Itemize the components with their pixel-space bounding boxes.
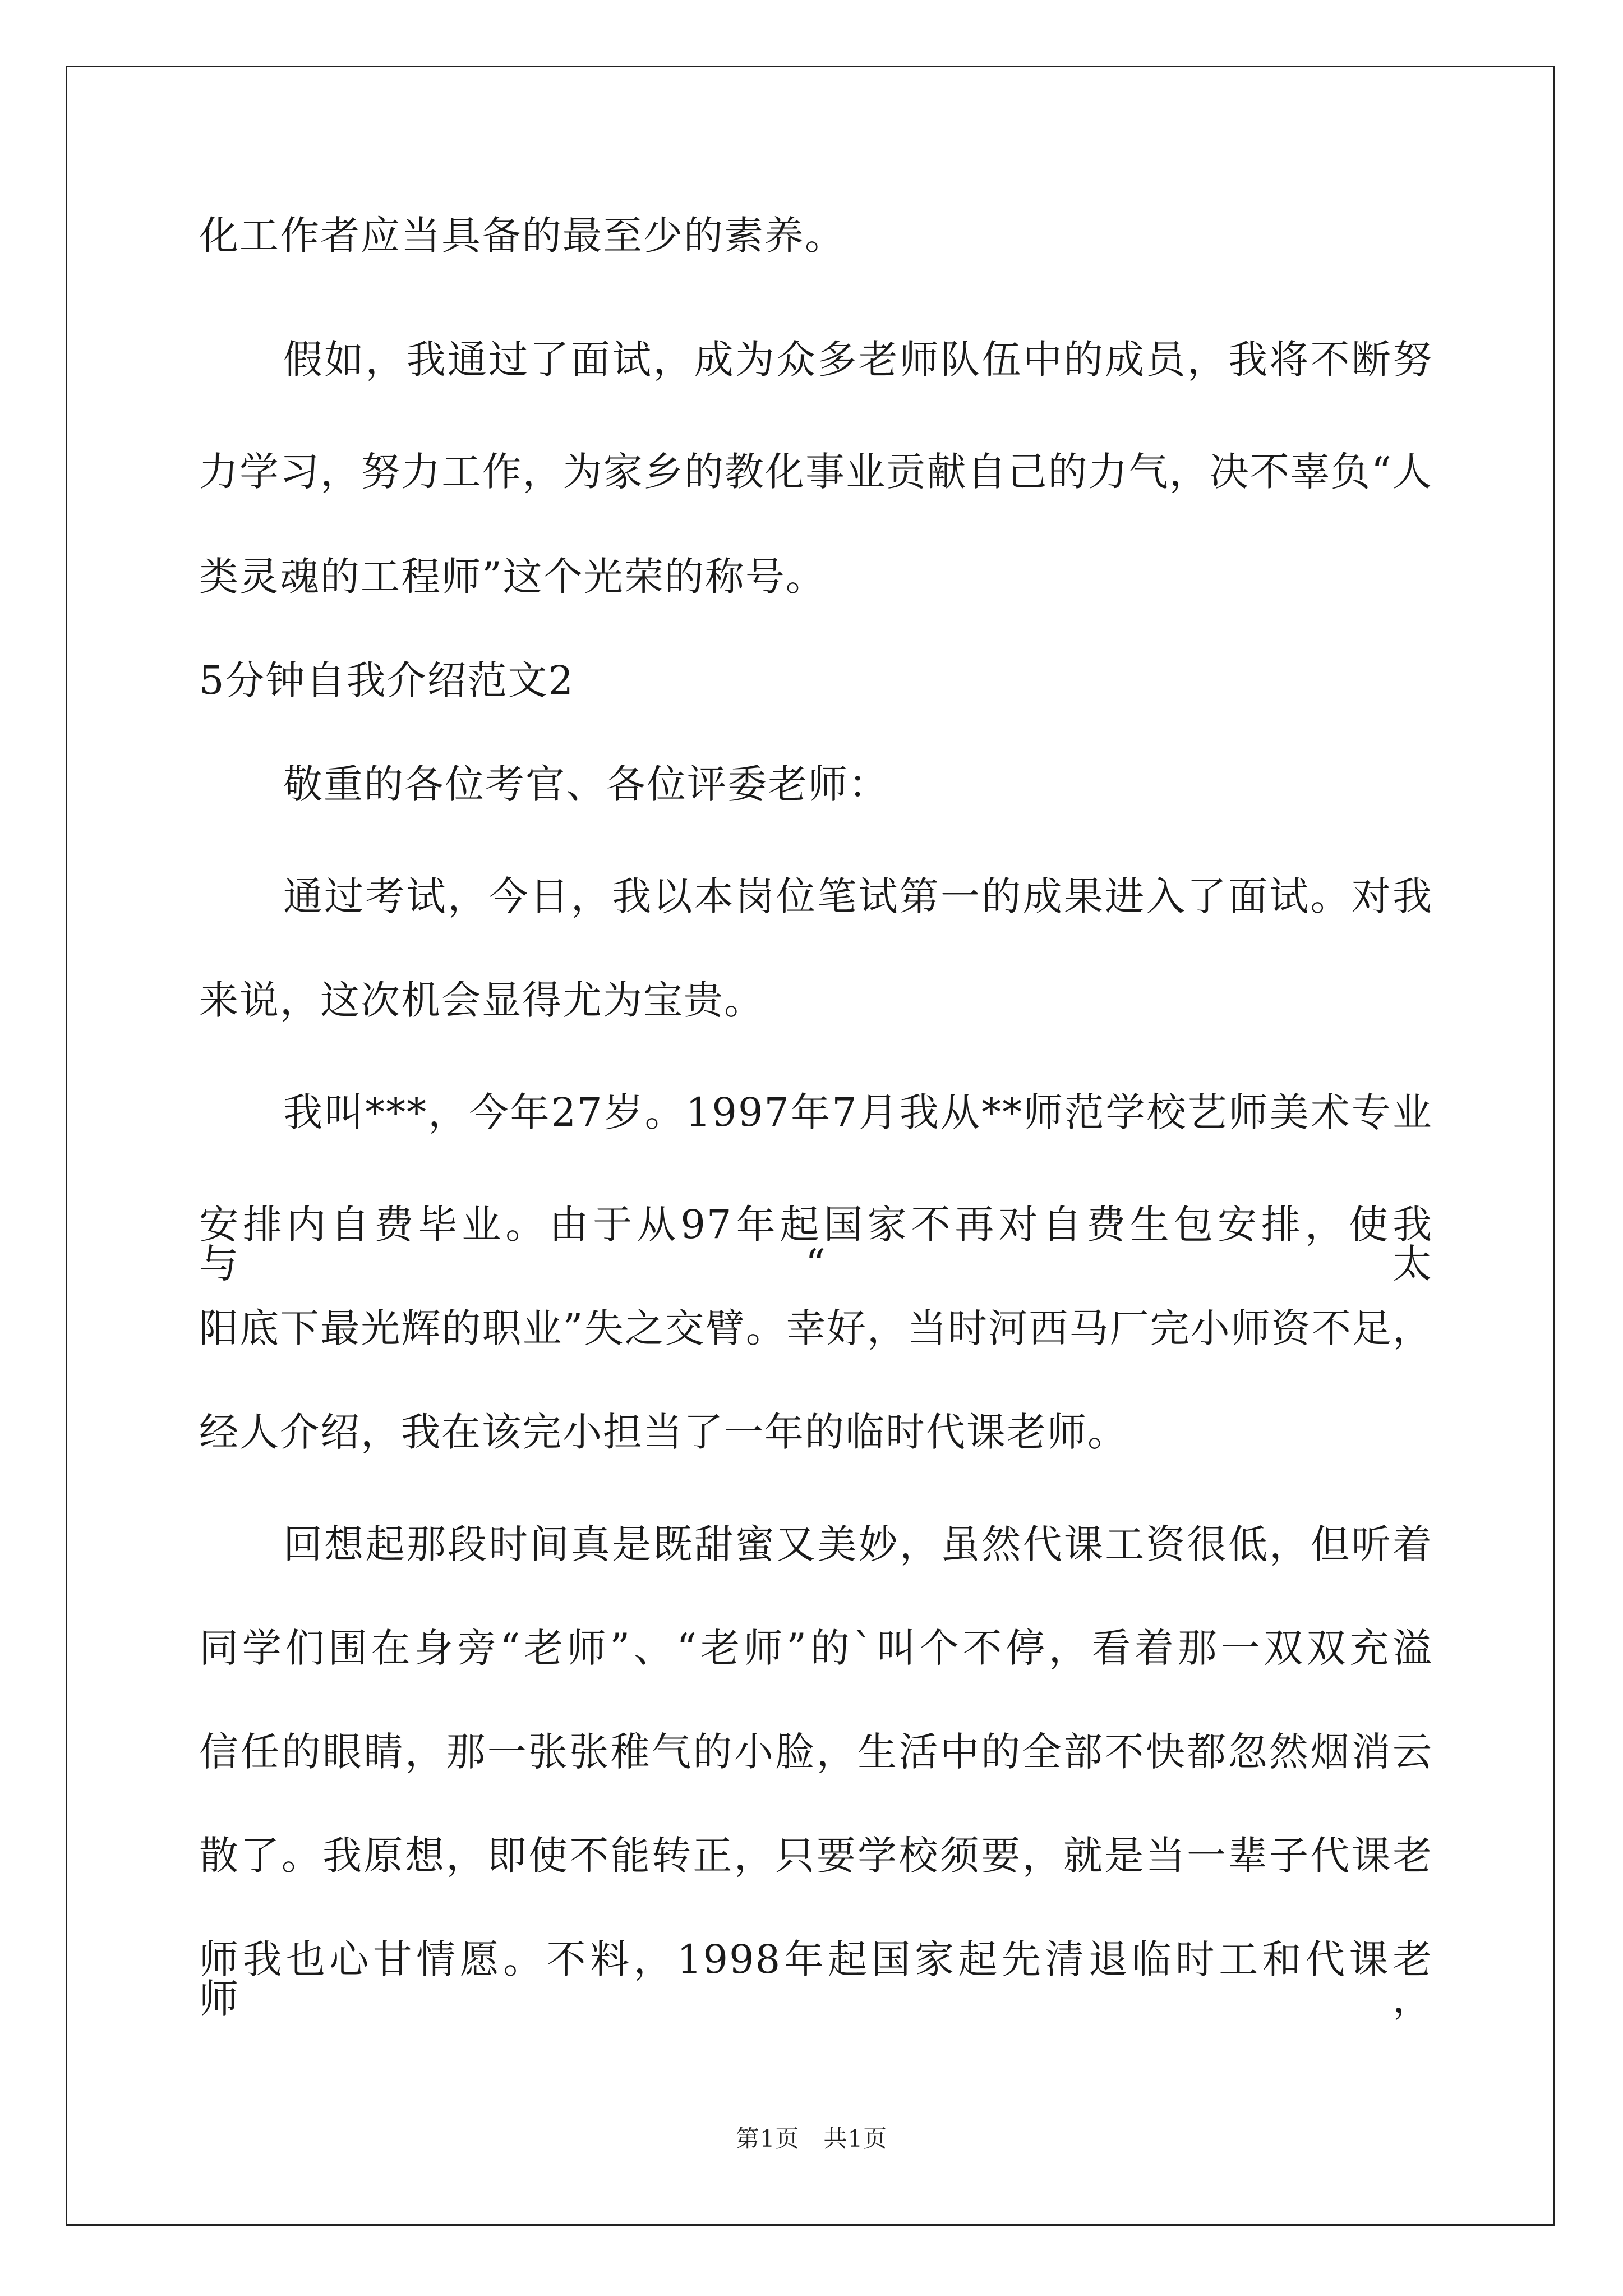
text-line: 假如，我通过了面试，成为众多老师队伍中的成员，我将不断努 [283, 337, 1433, 383]
page-border [66, 66, 1555, 2226]
text-line: 信任的眼睛，那一张张稚气的小脸，生活中的全部不快都忽然烟消云 [199, 1729, 1433, 1775]
text-line: 经人介绍，我在该完小担当了一年的临时代课老师。 [199, 1409, 1128, 1455]
section-heading: 5分钟自我介绍范文2 [199, 657, 575, 703]
text-line: 阳底下最光辉的职业”失之交臂。幸好，当时河西马厂完小师资不足， [199, 1305, 1433, 1351]
text-line: 我叫***，今年27岁。1997年7月我从**师范学校艺师美术专业 [283, 1089, 1433, 1135]
text-line: 来说，这次机会显得尤为宝贵。 [199, 977, 764, 1023]
text-line: 类灵魂的工程师”这个光荣的称号。 [199, 554, 826, 600]
text-line: 通过考试，今日，我以本岗位笔试第一的成果进入了面试。对我 [283, 873, 1433, 919]
text-line: 散了。我原想，即使不能转正，只要学校须要，就是当一辈子代课老 [199, 1833, 1433, 1879]
text-line: 安排内自费毕业。由于从97年起国家不再对自费生包安排，使我与“太 [199, 1202, 1433, 1287]
text-line: 师我也心甘情愿。不料，1998年起国家起先清退临时工和代课老师， [199, 1936, 1433, 2022]
page-footer: 第1页 共1页 [735, 2125, 888, 2152]
text-line: 回想起那段时间真是既甜蜜又美妙，虽然代课工资很低，但听着 [283, 1521, 1433, 1567]
text-line: 化工作者应当具备的最至少的素养。 [199, 213, 845, 259]
salutation: 敬重的各位考官、各位评委老师： [283, 761, 889, 807]
text-line: 力学习，努力工作，为家乡的教化事业贡献自己的力气，决不辜负“人 [199, 449, 1433, 495]
text-line: 同学们围在身旁“老师”、“老师”的`叫个不停，看着那一双双充溢 [199, 1625, 1433, 1671]
